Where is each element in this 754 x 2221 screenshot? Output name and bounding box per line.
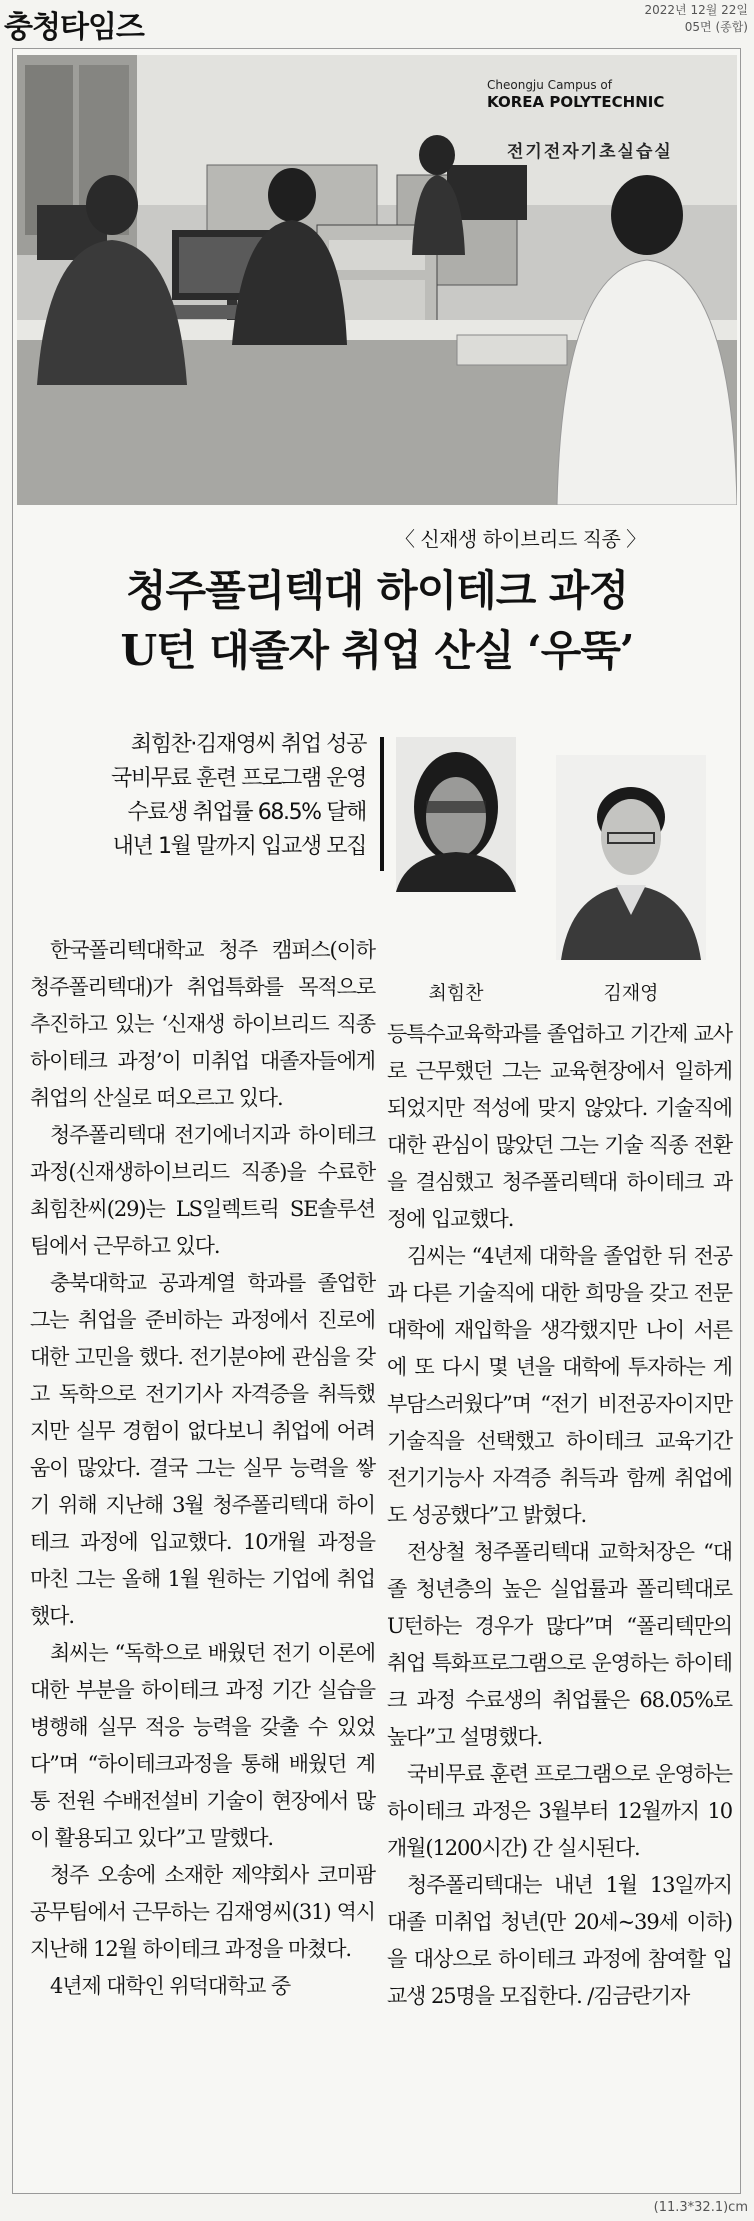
edition-meta bbox=[645, 2, 748, 36]
deck-line: 내년 1월 말까지 입교생 모집 bbox=[112, 834, 366, 859]
body-paragraph: 최씨는 “독학으로 배웠던 전기 이론에 대한 부분을 하이테크 과정 기간 실습을 병행해 실무 적응 능력을 갖출 수 있었다”며 “하이테크과정을 통해 배웠던 계통 전원 수배전설비 기술이 현장에서 많이 활용되고 있다”고 말했다. bbox=[30, 1641, 375, 1850]
body-paragraph: 한국폴리텍대학교 청주 캠퍼스(이하 청주폴리텍대)가 취업특화를 목적으로 추진하고 있는 ‘신재생 하이브리드 직종 하이테크 과정’이 미취업 대졸자들에게 취업의 산실로 떠오르고 있다. bbox=[30, 938, 375, 1110]
subheadline: 〈 신재생 하이브리드 직종 〉 bbox=[395, 527, 646, 551]
lab-photo bbox=[17, 55, 737, 505]
body-paragraph: 청주폴리텍대는 내년 1월 13일까지 대졸 미취업 청년(만 20세~39세 이하)을 대상으로 하이테크 과정에 참여할 입교생 25명을 모집한다. /김금란기자 bbox=[387, 1873, 732, 2008]
deck-line: 최힘찬·김재영씨 취업 성공 bbox=[130, 732, 366, 757]
body-paragraph: 김씨는 “4년제 대학을 졸업한 뒤 전공과 다른 기술직에 대한 희망을 갖고 전문대학에 재입학을 생각했지만 나이 서른에 또 다시 몇 년을 대학에 투자하는 게 부담스러웠다”며 “전기 비전공자이지만 기술직을 선택했고 하이테크 교육기간 전기기능사 자격증 취득과 함께 취업에도 성공했다”고 밝혔다. bbox=[387, 1244, 732, 1527]
deck-line: 수료생 취업률 68.5% 달해 bbox=[127, 800, 366, 825]
page-section: 05면 (종합) bbox=[684, 20, 748, 34]
clipping-size-note: (11.3*32.1)cm bbox=[653, 2200, 748, 2215]
body-paragraph: 4년제 대학인 위덕대학교 중 bbox=[50, 1974, 291, 1998]
portrait-kim bbox=[556, 755, 706, 960]
deck-line: 국비무료 훈련 프로그램 운영 bbox=[110, 766, 366, 791]
sign-room: 전기전자기초실습실 bbox=[507, 142, 673, 162]
body-paragraph: 등특수교육학과를 졸업하고 기간제 교사로 근무했던 그는 교육현장에서 일하게 되었지만 적성에 맞지 않았다. 기술직에 대한 관심이 많았던 그는 기술 직종 전환을 결심했고 청주폴리텍대 하이테크 과정에 입교했다. bbox=[387, 1022, 732, 1231]
issue-date: 2022년 12월 22일 bbox=[644, 3, 748, 17]
sign-line1: Cheongju Campus of bbox=[487, 78, 612, 92]
portrait-choi-illustration bbox=[396, 737, 516, 892]
newspaper-logo: 충청타임즈 bbox=[4, 10, 144, 45]
headline-line1: 청주폴리텍대 하이테크 과정 bbox=[125, 566, 629, 615]
article-column-2 bbox=[387, 1016, 732, 2015]
body-paragraph: 전상철 청주폴리텍대 교학처장은 “대졸 청년층의 높은 실업률과 폴리텍대로 U턴하는 경우가 많다”며 “폴리텍만의 취업 특화프로그램으로 운영하는 하이테크 과정 수료생의 취업률은 68.05%로 높다”고 설명했다. bbox=[387, 1540, 732, 1749]
article-column-1 bbox=[30, 932, 375, 2005]
portrait-choi bbox=[396, 737, 516, 892]
headline-line2: U턴 대졸자 취업 산실 ‘우뚝’ bbox=[120, 626, 634, 675]
masthead bbox=[0, 0, 754, 44]
caption-choi: 최힘찬 bbox=[428, 982, 484, 1004]
lab-photo-illustration bbox=[17, 55, 737, 505]
body-paragraph: 청주폴리텍대 전기에너지과 하이테크과정(신재생하이브리드 직종)을 수료한 최힘찬씨(29)는 LS일렉트릭 SE솔루션팀에서 근무하고 있다. bbox=[30, 1123, 375, 1258]
body-paragraph: 청주 오송에 소재한 제약회사 코미팜 공무팀에서 근무하는 김재영씨(31) 역시 지난해 12월 하이테크 과정을 마쳤다. bbox=[30, 1863, 375, 1961]
portrait-kim-illustration bbox=[556, 755, 706, 960]
body-paragraph: 국비무료 훈련 프로그램으로 운영하는 하이테크 과정은 3월부터 12월까지 10개월(1200시간) 간 실시된다. bbox=[387, 1762, 732, 1860]
deck-divider bbox=[380, 737, 384, 871]
deck-block bbox=[86, 728, 366, 864]
caption-kim: 김재영 bbox=[603, 982, 659, 1004]
body-paragraph: 충북대학교 공과계열 학과를 졸업한 그는 취업을 준비하는 과정에서 진로에 대한 고민을 했다. 전기분야에 관심을 갖고 독학으로 전기기사 자격증을 취득했지만 실무 경험이 없다보니 취업에 어려움이 많았다. 결국 그는 실무 능력을 쌓기 위해 지난해 3월 청주폴리텍대 하이테크 과정에 입교했다. 10개월 과정을 마친 그는 올해 1월 원하는 기업에 취업했다. bbox=[30, 1271, 375, 1628]
sign-line2: KOREA POLYTECHNIC bbox=[487, 93, 665, 111]
